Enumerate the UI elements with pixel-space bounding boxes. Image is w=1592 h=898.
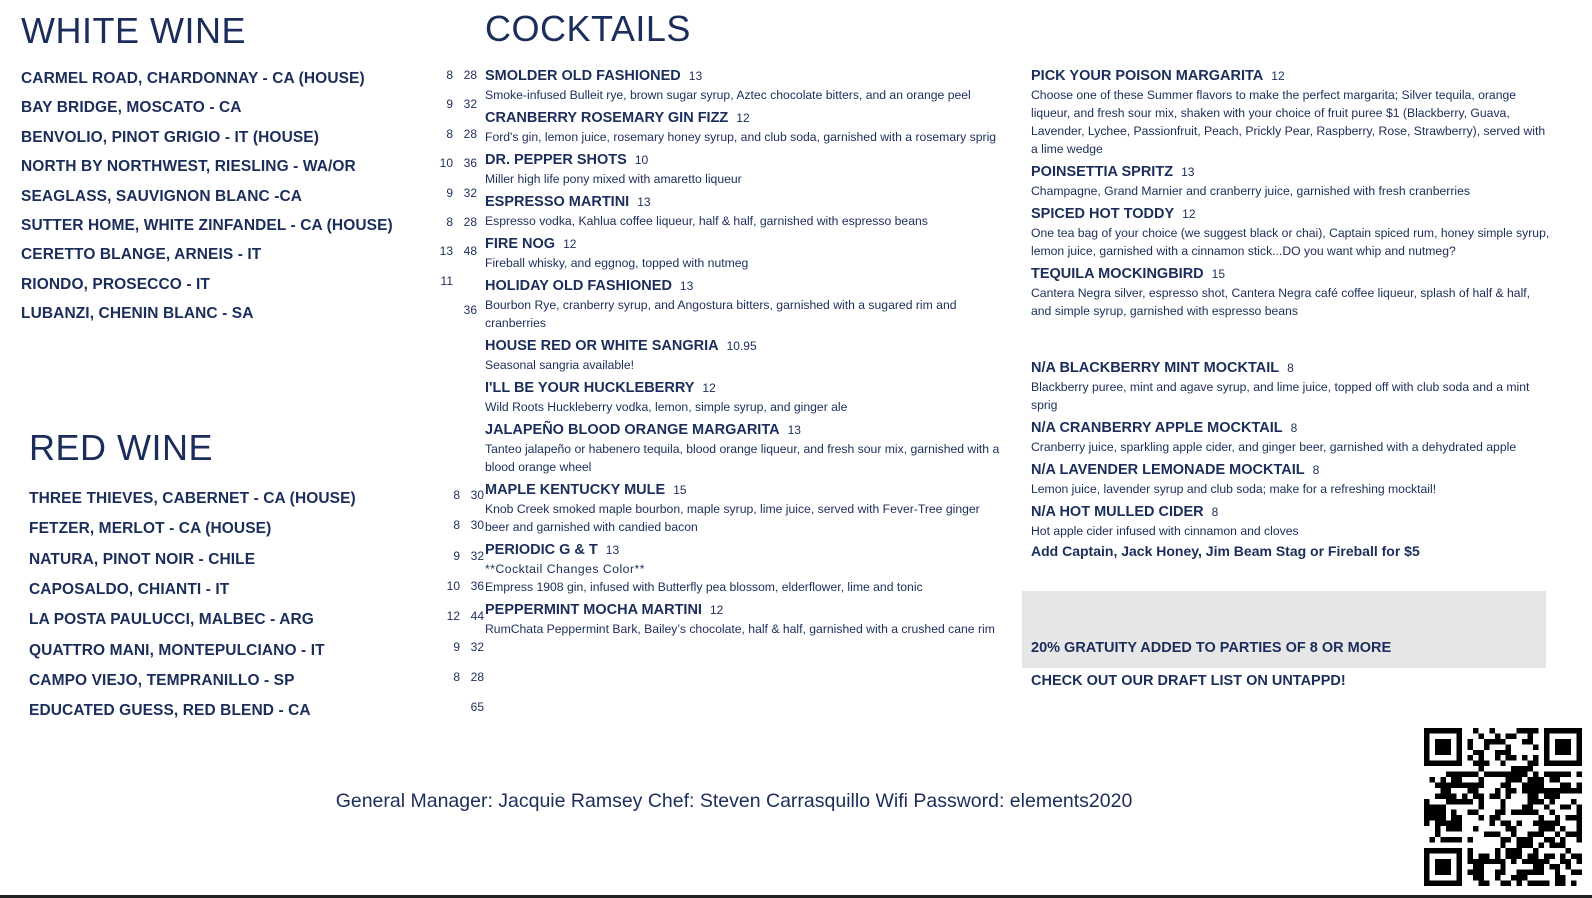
- menu-item-header: [485, 336, 1005, 356]
- wine-bottle-price: 44: [470, 609, 484, 624]
- menu-item-price: 10: [634, 153, 649, 167]
- menu-item-price: 15: [1211, 267, 1226, 281]
- menu-item-header: [485, 150, 1005, 170]
- menu-item-price: 12: [702, 381, 716, 395]
- wine-glass-price: 8: [446, 215, 453, 229]
- menu-item-price: 8: [1211, 505, 1219, 519]
- wine-row: [21, 302, 481, 326]
- menu-item-name: MAPLE KENTUCKY MULE: [485, 482, 666, 498]
- menu-item: [1031, 418, 1551, 456]
- menu-item-header: [485, 420, 1005, 440]
- menu-item-header: [485, 378, 1005, 398]
- menu-item-header: [1031, 264, 1551, 284]
- menu-item: [485, 108, 1005, 146]
- menu-item-description: Choose one of these Summer flavors to make the perfect margarita; Silver tequila, orange liqueur, and fresh sour mix, shaken with your choice of fruit puree $1 (Blackberry, Guava, Lavender, Lychee, Passionfruit, Peach, Prickly Pear, Raspberry, Rose, Strawberry), served with a lime wedge: [1031, 88, 1546, 156]
- wine-bottle-price: 32: [463, 97, 477, 112]
- menu-item-price: 8: [1312, 463, 1320, 477]
- menu-item-header: [485, 108, 1005, 128]
- menu-item-name: TEQUILA MOCKINGBIRD: [1031, 266, 1204, 282]
- wine-row: [29, 669, 489, 693]
- wine-glass-price: 8: [446, 68, 453, 82]
- wine-name: QUATTRO MANI, MONTEPULCIANO - IT: [29, 641, 325, 659]
- menu-item-description: Hot apple cider infused with cinnamon and cloves: [1031, 524, 1299, 538]
- wine-row: [21, 185, 481, 209]
- wine-name: FETZER, MERLOT - CA (HOUSE): [29, 520, 272, 538]
- menu-item-name: N/A BLACKBERRY MINT MOCKTAIL: [1031, 360, 1280, 376]
- menu-item: [485, 150, 1005, 188]
- menu-item: [1031, 502, 1551, 540]
- wine-bottle-price: 32: [470, 639, 484, 654]
- menu-item-name: N/A CRANBERRY APPLE MOCKTAIL: [1031, 420, 1283, 436]
- menu-item-description: Knob Creek smoked maple bourbon, maple syrup, lime juice, served with Fever-Tree ginger beer and garnished with candied bacon: [485, 502, 980, 534]
- wine-name: NORTH BY NORTHWEST, RIESLING - WA/OR: [21, 158, 356, 176]
- wine-glass-price: 9: [453, 639, 460, 654]
- menu-item-name: JALAPEÑO BLOOD ORANGE MARGARITA: [485, 422, 780, 438]
- wine-glass-price: 8: [446, 126, 453, 141]
- menu-item: [485, 192, 1005, 230]
- menu-item: [485, 378, 1005, 416]
- wine-name: RIONDO, PROSECCO - IT: [21, 275, 210, 293]
- menu-item-name: DR. PEPPER SHOTS: [485, 152, 627, 168]
- menu-item: [1031, 162, 1551, 200]
- white-wine-title: WHITE WINE: [21, 10, 246, 51]
- wine-name: LUBANZI, CHENIN BLANC - SA: [21, 305, 254, 323]
- menu-item: [1031, 358, 1551, 414]
- addon-note: Add Captain, Jack Honey, Jim Beam Stag or Fireball for $5: [1031, 543, 1420, 559]
- wine-bottle-price: 32: [463, 185, 477, 200]
- menu-item-description: Champagne, Grand Marnier and cranberry juice, garnished with fresh cranberries: [1031, 184, 1470, 198]
- wine-name: LA POSTA PAULUCCI, MALBEC - ARG: [29, 611, 314, 629]
- menu-item-description: Tanteo jalapeño or habenero tequila, blood orange liqueur, and fresh sour mix, garnished with a blood orange wheel: [485, 442, 1000, 474]
- red-wine-title: RED WINE: [29, 427, 213, 468]
- menu-item-price: 8: [1290, 421, 1298, 435]
- wine-row: [21, 155, 481, 179]
- menu-item-name: PEPPERMINT MOCHA MARTINI: [485, 602, 702, 618]
- wine-bottle-price: 65: [470, 700, 484, 715]
- menu-item-description: One tea bag of your choice (we suggest black or chai), Captain spiced rum, honey simple syrup, lemon juice, garnished with a cinnamon stick...DO you want whip and nutmeg?: [1031, 226, 1550, 258]
- wine-glass-price: 8: [453, 518, 460, 533]
- menu-item-description: Espresso vodka, Kahlua coffee liqueur, half & half, garnished with espresso beans: [485, 214, 928, 228]
- menu-item-price: 15: [673, 483, 687, 497]
- wine-glass-price: 9: [446, 97, 453, 112]
- wine-row: [21, 67, 481, 91]
- menu-item-description: Empress 1908 gin, infused with Butterfly pea blossom, elderflower, lime and tonic: [485, 580, 923, 594]
- wine-name: SEAGLASS, SAUVIGNON BLANC -CA: [21, 187, 303, 205]
- wine-row: [29, 608, 489, 632]
- menu-item-price: 12: [1182, 207, 1196, 221]
- wine-name: CAPOSALDO, CHIANTI - IT: [29, 580, 230, 598]
- wine-bottle-price: 36: [470, 578, 484, 593]
- menu-item-description: RumChata Peppermint Bark, Bailey’s chocolate, half & half, garnished with a crushed cane rim: [485, 622, 995, 636]
- menu-item-name: HOLIDAY OLD FASHIONED: [485, 278, 672, 294]
- menu-item-header: [485, 540, 1005, 560]
- menu-item-description: Seasonal sangria available!: [485, 358, 635, 372]
- menu-item: [1031, 264, 1551, 320]
- menu-item-name: SPICED HOT TODDY: [1031, 206, 1175, 222]
- menu-item-description: Wild Roots Huckleberry vodka, lemon, simple syrup, and ginger ale: [485, 400, 848, 414]
- menu-item-price: 12: [563, 237, 577, 251]
- menu-item-price: 13: [679, 279, 694, 293]
- wine-bottle-price: 28: [463, 68, 477, 82]
- menu-item-name: N/A LAVENDER LEMONADE MOCKTAIL: [1031, 462, 1305, 478]
- menu-item-description: Miller high life pony mixed with amaretto liqueur: [485, 172, 742, 186]
- menu-item-price: 13: [787, 423, 801, 437]
- wine-name: THREE THIEVES, CABERNET - CA (HOUSE): [29, 490, 356, 507]
- menu-item-name: POINSETTIA SPRITZ: [1031, 164, 1174, 180]
- wine-name: EDUCATED GUESS, RED BLEND - CA: [29, 702, 311, 720]
- wine-row: [21, 273, 481, 297]
- wine-bottle-price: 36: [463, 303, 477, 318]
- wine-bottle-price: 28: [463, 126, 477, 141]
- menu-item: [485, 420, 1005, 476]
- gratuity-notice: 20% GRATUITY ADDED TO PARTIES OF 8 OR MORE: [1031, 640, 1392, 656]
- menu-item-description: Ford's gin, lemon juice, rosemary honey syrup, and club soda, garnished with a rosemary sprig: [485, 130, 997, 144]
- wine-name: BENVOLIO, PINOT GRIGIO - IT (HOUSE): [21, 128, 320, 146]
- wine-glass-price: 8: [453, 488, 460, 502]
- menu-item-price: 12: [709, 603, 724, 617]
- menu-item: [485, 234, 1005, 272]
- footer-text: General Manager: Jacquie Ramsey Chef: Steven Carrasquillo Wifi Password: elements2020: [335, 790, 1133, 812]
- menu-item-header: [1031, 418, 1551, 438]
- menu-item-price: 10.95: [726, 339, 757, 353]
- wine-name: BAY BRIDGE, MOSCATO - CA: [21, 99, 242, 117]
- menu-item-header: [485, 480, 1005, 500]
- menu-item-name: HOUSE RED OR WHITE SANGRIA: [485, 338, 719, 354]
- menu-item-description: Fireball whisky, and eggnog, topped with nutmeg: [485, 256, 749, 270]
- wine-glass-price: 9: [453, 548, 460, 563]
- wine-bottle-price: 48: [463, 244, 477, 259]
- menu-item-header: [485, 192, 1005, 212]
- wine-row: [29, 548, 489, 572]
- wine-row: [21, 126, 481, 150]
- menu-item-price: 12: [736, 111, 750, 125]
- menu-item-header: [485, 600, 1005, 620]
- menu-item-description: Lemon juice, lavender syrup and club soda; make for a refreshing mocktail!: [1031, 482, 1437, 496]
- menu-item: [485, 600, 1005, 638]
- wine-bottle-price: 32: [470, 548, 484, 563]
- menu-item-header: [485, 234, 1005, 254]
- wine-row: [29, 699, 489, 723]
- menu-item-note: **Cocktail Changes Color**: [485, 562, 645, 576]
- menu-item: [485, 66, 1005, 104]
- wine-glass-price: 9: [446, 185, 453, 200]
- wine-glass-price: 13: [439, 244, 453, 259]
- menu-item-price: 13: [605, 543, 620, 557]
- menu-item-name: N/A HOT MULLED CIDER: [1031, 504, 1204, 520]
- menu-item-name: CRANBERRY ROSEMARY GIN FIZZ: [485, 110, 729, 126]
- wine-bottle-price: 30: [470, 518, 484, 533]
- wine-row: [29, 578, 489, 602]
- menu-item-description: Cranberry juice, sparkling apple cider, and ginger beer, garnished with a dehydrated apple: [1031, 440, 1517, 454]
- wine-row: [29, 487, 489, 511]
- menu-item: [1031, 204, 1551, 260]
- wine-row: [21, 96, 481, 120]
- menu-item: [485, 336, 1005, 374]
- menu-item-name: ESPRESSO MARTINI: [485, 194, 630, 210]
- menu-item-header: [1031, 162, 1551, 182]
- wine-glass-price: 8: [453, 669, 460, 684]
- footer-info: [0, 790, 1592, 813]
- wine-name: CARMEL ROAD, CHARDONNAY - CA (HOUSE): [21, 70, 365, 87]
- menu-item-price: 13: [637, 195, 651, 209]
- menu-item-description: Blackberry puree, mint and agave syrup, and lime juice, topped off with club soda and a mint sprig: [1031, 380, 1530, 412]
- wine-bottle-price: 28: [463, 215, 477, 229]
- mocktails-column: [1031, 358, 1551, 560]
- wine-bottle-price: 36: [463, 156, 477, 171]
- wine-glass-price: 10: [439, 156, 453, 171]
- menu-item-description: Cantera Negra silver, espresso shot, Cantera Negra café coffee liqueur, splash of half & half, and simple syrup, garnished with espresso beans: [1031, 286, 1531, 318]
- wine-bottle-price: 30: [470, 488, 484, 502]
- wine-bottle-price: 28: [470, 669, 484, 684]
- wine-row: [21, 243, 481, 267]
- menu-item-name: SMOLDER OLD FASHIONED: [485, 68, 681, 84]
- menu-item-price: 13: [1181, 165, 1195, 179]
- menu-item-price: 12: [1271, 69, 1285, 83]
- menu-item-description: Bourbon Rye, cranberry syrup, and Angostura bitters, garnished with a sugared rim and cranberries: [485, 298, 957, 330]
- wine-name: SUTTER HOME, WHITE ZINFANDEL - CA (HOUSE): [21, 217, 393, 234]
- wine-glass-price: 11: [440, 273, 453, 288]
- cocktails-column-1: [485, 66, 1005, 642]
- menu-item-description: Smoke-infused Bulleit rye, brown sugar syrup, Aztec chocolate bitters, and an orange peel: [485, 88, 971, 102]
- menu-item-name: PERIODIC G & T: [485, 542, 598, 558]
- menu-item-name: I'LL BE YOUR HUCKLEBERRY: [485, 380, 695, 396]
- menu-item: [485, 480, 1005, 536]
- wine-row: [29, 639, 489, 663]
- menu-item-price: 13: [688, 69, 703, 83]
- menu-item-header: [1031, 502, 1551, 522]
- wine-name: CERETTO BLANGE, ARNEIS - IT: [21, 246, 262, 264]
- menu-item: [485, 540, 1005, 596]
- menu-item-header: [485, 276, 1005, 296]
- menu-item-header: [1031, 358, 1551, 378]
- qr-code-icon[interactable]: [1424, 728, 1582, 886]
- wine-row: [29, 517, 489, 541]
- draft-list-notice: CHECK OUT OUR DRAFT LIST ON UNTAPPD!: [1031, 673, 1346, 689]
- cocktails-title: COCKTAILS: [485, 8, 691, 49]
- menu-item-header: [485, 66, 1005, 86]
- menu-item-header: [1031, 460, 1551, 480]
- wine-name: CAMPO VIEJO, TEMPRANILLO - SP: [29, 671, 295, 689]
- menu-item: [485, 276, 1005, 332]
- menu-item-header: [1031, 66, 1551, 86]
- wine-row: [21, 214, 481, 238]
- menu-item-header: [1031, 204, 1551, 224]
- menu-item-name: PICK YOUR POISON MARGARITA: [1031, 68, 1264, 84]
- wine-name: NATURA, PINOT NOIR - CHILE: [29, 550, 256, 568]
- menu-item: [1031, 66, 1551, 158]
- menu-item-name: FIRE NOG: [485, 236, 556, 252]
- wine-glass-price: 10: [446, 578, 460, 593]
- cocktails-column-2: [1031, 66, 1551, 324]
- menu-item-price: 8: [1287, 361, 1294, 375]
- menu-item: [1031, 460, 1551, 498]
- wine-glass-price: 12: [446, 609, 460, 624]
